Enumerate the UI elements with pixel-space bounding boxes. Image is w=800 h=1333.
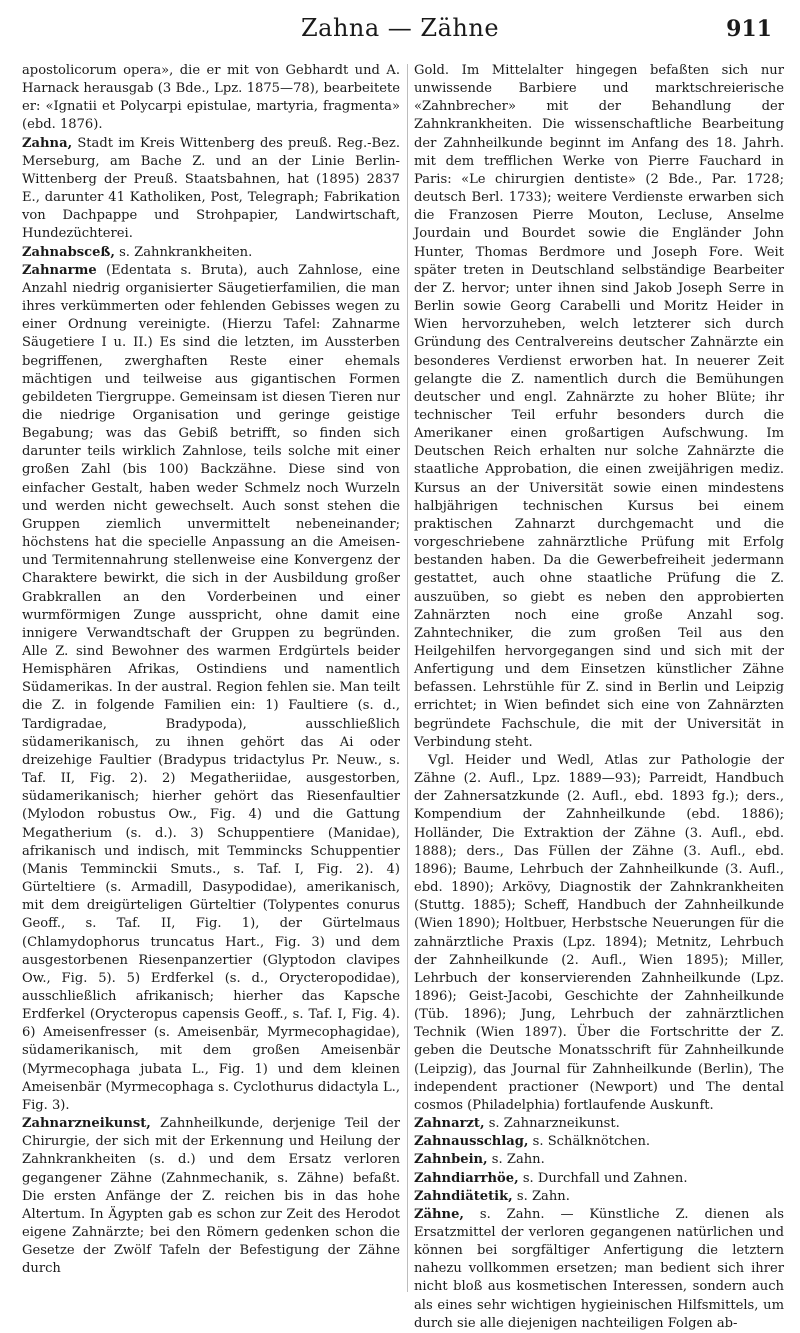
column-divider — [407, 64, 408, 1292]
entry-headword: Zahndiarrhöe, — [414, 1170, 519, 1186]
entry-headword: Zahna, — [22, 135, 73, 151]
entry-zaehne — [414, 1206, 784, 1333]
entry-zahnarzt — [414, 1115, 784, 1133]
bibliography-paragraph — [414, 752, 784, 1115]
entry-text: Gold. Im Mittelalter hingegen befaßten sich nur unwissende Barbiere und marktschreierische «Zahnbrecher» mit der Behandlung der Zahnkrankheiten. Die wissenschaftliche Bearbeitung der Zahnheilkunde beginnt im Anfang des 18. Jahrh. mit dem trefflichen Werke von Pierre Fauchard in Paris: «Le chirurgien dentiste» (2 Bde., Par. 1728; deutsch Berl. 1733); weitere Verdienste erwarben sich die Franzosen Pierre Mouton, Lecluse, Anselme Jourdain und Bourdet sowie die Engländer John Hunter, Thomas Berdmore und Joseph Fore. Weit später treten in Deutschland selbständige Bearbeiter der Z. hervor; unter ihnen sind Jakob Joseph Serre in Berlin sowie Georg Carabelli und Moritz Heider in Wien hervorzuheben, welch letzterer sich durch Gründung des Centralvereins deutscher Zahnärzte ein besonderes Verdienst erworben hat. In neuerer Zeit gelangte die Z. namentlich durch die Bemühungen deutscher und engl. Zahnärzte zu hoher Blüte; ihr technischer Teil erfuhr besonders durch die Amerikaner einen großartigen Aufschwung. Im Deutschen Reich erhalten nur solche Zahnärzte die staatliche Approbation, die einen zweijährigen mediz. Kursus an der Universität sowie einen mindestens halbjährigen technischen Kursus bei einem praktischen Zahnarzt durchgemacht und die vorgeschriebene zahnärztliche Prüfung mit Erfolg bestanden haben. Da die Gewerbefreiheit jedermann gestattet, auch ohne staatliche Prüfung die Z. auszuüben, so giebt es neben den approbierten Zahnärzten noch eine große Anzahl sog. Zahntechniker, die zum großen Teil aus den Heilgehilfen hervorgegangen sind und sich mit der Anfertigung und dem Einsetzen künstlicher Zähne befassen. Lehrstühle für Z. sind in Berlin und Leipzig errichtet; in Wien befindet sich eine von Zahnärzten begründete Fachschule, die mit der Universität in Verbindung steht. — [414, 63, 784, 750]
entry-text: s. Schälknötchen. — [532, 1134, 651, 1150]
entry-headword: Zahnausschlag, — [414, 1134, 529, 1150]
page-number: 911 — [726, 16, 772, 42]
entry-text: (Edentata s. Bruta), auch Zahnlose, eine Anzahl niedrig organisierter Säugetierfamilien, die man ihres verkümmerten oder fehlenden Gebisses wegen zu einer Ordnung vereinigte. (Hierzu Tafel: Zahnarme Säugetiere I u. II.) Es sind die letzten, im Aussterben begriffenen, zwerghaften Reste einer ehemals mächtigen und teilweise aus gigantischen Formen gebildeten Tiergruppe. Gemeinsam ist diesen Tieren nur die niedrige Organisation und geringe geistige Begabung; was das Gebiß betrifft, so finden sich darunter teils wirklich Zahnlose, teils solche mit einer großen Zahl (bis 100) Backzähne. Diese sind von einfacher Gestalt, haben weder Schmelz noch Wurzeln und werden nicht gewechselt. Auch sonst stehen die Gruppen ziemlich unvermittelt nebeneinander; höchstens hat die specielle Anpassung an die Ameisen- und Termitennahrung stellenweise eine Konvergenz der Charaktere bewirkt, die sich in der Ausbildung großer Grabkrallen an den Vorderbeinen und einer wurmförmigen Zunge ausspricht, ohne damit eine innigere Verwandtschaft der Gruppen zu begründen. Alle Z. sind Bewohner des warmen Erdgürtels beider Hemisphären Afrikas, Ostindiens und namentlich Südamerikas. In der austral. Region fehlen sie. Man teilt die Z. in folgende Familien ein: 1) Faultiere (s. d., Tardigradae, Bradypoda), ausschließlich südamerikanisch, zu ihnen gehört das Ai oder dreizehige Faultier (Bradypus tridactylus Pr. Neuw., s. Taf. II, Fig. 2). 2) Megatheriidae, ausgestorben, südamerikanisch; hierher gehört das Riesenfaultier (Mylodon robustus Ow., Fig. 4) und die Gattung Megatherium (s. d.). 3) Schuppentiere (Manidae), afrikanisch und indisch, mit Temmincks Schuppentier (Manis Temminckii Smuts., s. Taf. I, Fig. 2). 4) Gürteltiere (s. Armadill, Dasypodidae), amerikanisch, mit dem dreigürteligen Gürteltier (Tolypentes conurus Geoff., s. Taf. II, Fig. 1), der Gürtelmaus (Chlamydophorus truncatus Hart., Fig. 3) und dem ausgestorbenen Riesenpanzertier (Glyptodon clavipes Ow., Fig. 5). 5) Erdferkel (s. d., Orycteropodidae), ausschließlich afrikanisch; hierher das Kapsche Erdferkel (Orycteropus capensis Geoff., s. Taf. I, Fig. 4). 6) Ameisenfresser (s. Ameisenbär, Myrmecophagidae), südamerikanisch, mit dem großen Ameisenbär (Myrmecophaga jubata L., Fig. 1) und dem kleinen Ameisenbär (Myrmecophaga s. Cyclothurus didactyla L., Fig. 3). — [22, 262, 400, 1113]
entry-continuation — [22, 62, 400, 135]
entry-headword: Zahnbein, — [414, 1152, 488, 1168]
entry-headword: Zahnarzneikunst, — [22, 1116, 151, 1132]
entry-zahnabscess — [22, 244, 400, 262]
entry-headword: Zahnarme — [22, 262, 97, 278]
entry-zahndiarrhoe — [414, 1170, 784, 1188]
page-header — [0, 0, 800, 48]
entry-text: s. Zahn. — [491, 1152, 545, 1168]
entry-headword: Zahnarzt, — [414, 1116, 485, 1132]
entry-text: s. Zahnarzneikunst. — [488, 1116, 620, 1132]
entry-text: s. Durchfall und Zahnen. — [522, 1170, 688, 1186]
entry-zahnbein — [414, 1151, 784, 1169]
entry-zahna — [22, 135, 400, 244]
entry-text: Zahnheilkunde, derjenige Teil der Chirurgie, der sich mit der Erkennung und Heilung der Zahnkrankheiten (s. d.) und dem Ersatz verloren gegangener Zähne (Zahnmechanik, s. Zähne) befaßt. Die ersten Anfänge der Z. reichen bis in das hohe Altertum. In Ägypten gab es schon zur Zeit des Herodot eigene Zahnärzte; bei den Römern gedenken schon die Gesetze der Zwölf Tafeln der Befestigung der Zähne durch — [22, 1116, 400, 1277]
entry-zahnarzneikunst — [22, 1115, 400, 1278]
entry-zahnausschlag — [414, 1133, 784, 1151]
entry-zahndiaetetik — [414, 1188, 784, 1206]
entry-text: s. Zahn. — Künstliche Z. dienen als Ersatzmittel der verloren gegangenen natürlichen und können bei sorgfältiger Anfertigung die letztern nahezu vollkommen ersetzen; man bedient sich ihrer nicht bloß aus kosmetischen Interessen, sondern auch als eines sehr wichtigen hygieinischen Hilfsmittels, um durch sie alle diejenigen nachteiligen Folgen ab- — [414, 1206, 784, 1331]
entry-headword: Zähne, — [414, 1206, 464, 1222]
entry-headword: Zahnabsceß, — [22, 244, 115, 260]
entry-text: Vgl. Heider und Wedl, Atlas zur Pathologie der Zähne (2. Aufl., Lpz. 1889—93); Parreidt, Handbuch der Zahnersatzkunde (2. Aufl., ebd. 1893 fg.); ders., Kompendium der Zahnheilkunde (ebd. 1886); Holländer, Die Extraktion der Zähne (3. Aufl., ebd. 1888); ders., Das Füllen der Zähne (3. Aufl., ebd. 1896); Baume, Lehrbuch der Zahnheilkunde (3. Aufl., ebd. 1890); Arkövy, Diagnostik der Zahnkrankheiten (Stuttg. 1885); Scheff, Handbuch der Zahnheilkunde (Wien 1890); Holtbuer, Herbstsche Neuerungen für die zahnärztliche Praxis (Lpz. 1894); Metnitz, Lehrbuch der Zahnheilkunde (2. Aufl., Wien 1895); Miller, Lehrbuch der konservierenden Zahnheilkunde (Lpz. 1896); Geist-Jacobi, Geschichte der Zahnheilkunde (Tüb. 1896); Jung, Lehrbuch der zahnärztlichen Technik (Wien 1897). Über die Fortschritte der Z. geben die Deutsche Monatsschrift für Zahnheilkunde (Leipzig), das Journal für Zahnheilkunde (Berlin), The independent practioner (Newport) und The dental cosmos (Philadelphia) fortlaufende Auskunft. — [414, 752, 784, 1113]
entry-text: s. Zahnkrankheiten. — [119, 244, 253, 260]
entry-text: Stadt im Kreis Wittenberg des preuß. Reg.-Bez. Merseburg, am Bache Z. und an der Linie Berlin-Wittenberg der Preuß. Staatsbahnen, hat (1895) 2837 E., darunter 41 Katholiken, Post, Telegraph; Fabrikation von Dachpappe und Strohpapier, Landwirtschaft, Hundezüchterei. — [22, 135, 400, 242]
running-head: Zahna — Zähne — [300, 14, 500, 42]
entry-zahnarme — [22, 262, 400, 1115]
entry-text: s. Zahn. — [516, 1188, 570, 1204]
entry-continuation — [414, 62, 784, 752]
left-column — [22, 62, 400, 1297]
right-column — [414, 62, 784, 1331]
entry-headword: Zahndiätetik, — [414, 1188, 513, 1204]
entry-text: apostolicorum opera», die er mit von Gebhardt und A. Harnack herausgab (3 Bde., Lpz. 1875—78), bearbeitete er: «Ignatii et Polycarpi epistulae, martyria, fragmenta» (ebd. 1876). — [22, 63, 400, 133]
